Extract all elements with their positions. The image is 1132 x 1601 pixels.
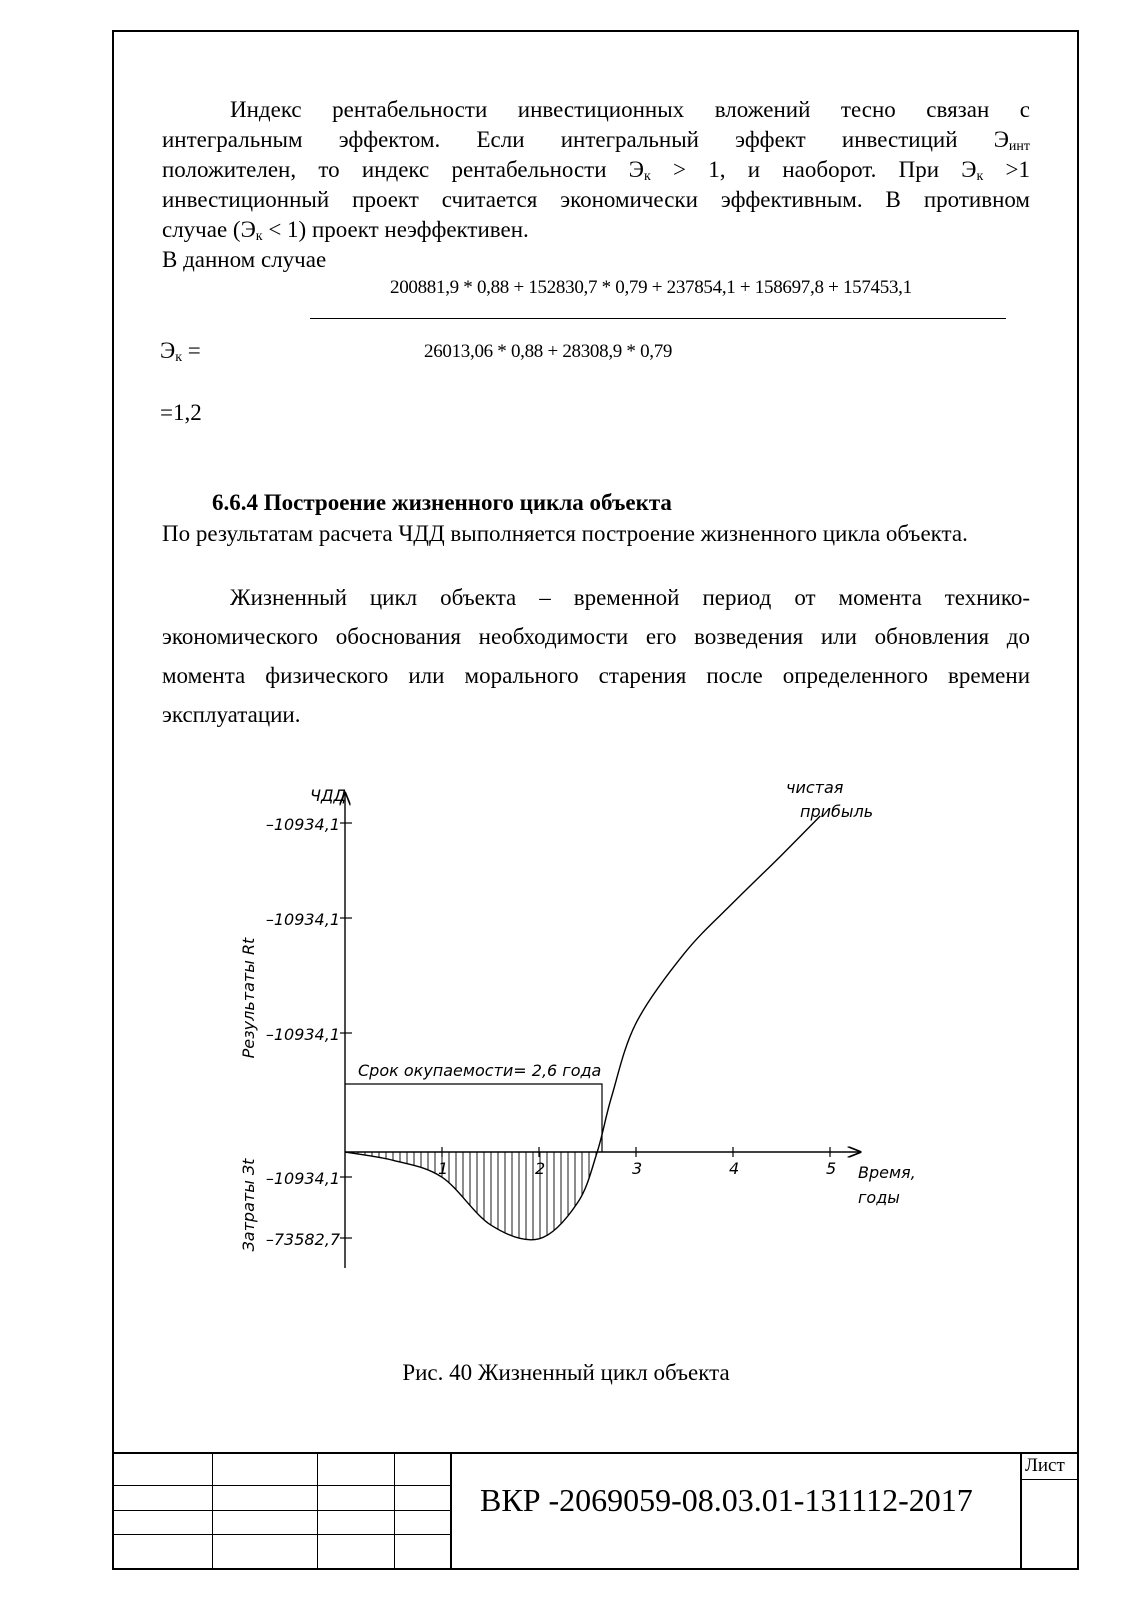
sheet-label: Лист	[1025, 1455, 1065, 1476]
y-tick-label-1: –10934,1	[265, 815, 340, 834]
section-p2: Жизненный цикл объекта – временной период от момента технико-экономического обоснования необходимости его возведения или обновления до момента физического или морального старения после определенного времени эксплуатации.	[162, 585, 1030, 727]
p1-line4: инвестиционный проект считается экономически эффективным. В противном	[162, 187, 1030, 212]
p1-line5a: случае (Э	[162, 217, 256, 242]
document-code: ВКР -2069059-08.03.01-131112-2017	[480, 1482, 973, 1518]
formula-denominator: 26013,06 * 0,88 + 28308,9 * 0,79	[424, 341, 673, 362]
p1-line5b: < 1) проект неэффективен.	[262, 217, 529, 242]
p1-line5-sub: к	[255, 229, 263, 244]
section-heading: 6.6.4 Построение жизненного цикла объекта	[212, 490, 672, 515]
stamp-row-line-3	[112, 1534, 450, 1535]
y-tick-label-2: –10934,1	[265, 910, 340, 929]
stamp-row-line-2	[112, 1510, 450, 1511]
p1-line3c: >1	[983, 157, 1030, 182]
p1-line6: В данном случае	[162, 247, 327, 272]
y-top-label: ЧДД	[310, 786, 346, 805]
x-tick-label-2: 2	[535, 1159, 546, 1178]
formula-lhs-e: Э	[160, 338, 176, 363]
stamp-col-line-1	[212, 1452, 213, 1568]
y-ticks	[340, 823, 352, 1238]
hatch-lines	[351, 1152, 596, 1252]
x-label-2: годы	[858, 1188, 900, 1207]
stamp-col-line-5	[1020, 1452, 1022, 1568]
p1-line2-sub: инт	[1008, 139, 1030, 154]
x-label-1: Время,	[858, 1163, 916, 1182]
x-tick-label-1: 1	[438, 1159, 449, 1178]
payback-bracket	[345, 1084, 602, 1152]
p1-line3-sub2: к	[976, 169, 984, 184]
stamp-col-line-3	[394, 1452, 395, 1568]
curve-label-2: прибыль	[800, 802, 874, 821]
y-tick-label-5: –73582,7	[265, 1230, 340, 1249]
y-label-upper: Результаты Rt	[239, 937, 258, 1059]
p1-line2: интегральным эффектом. Если интегральный эффект инвестиций Э	[162, 127, 1009, 152]
paragraph-profitability	[162, 95, 1030, 275]
p1-line3a: положителен, то индекс рентабельности Э	[162, 157, 644, 182]
y-tick-label-4: –10934,1	[265, 1169, 340, 1188]
stamp-col-line-4	[450, 1452, 452, 1568]
stamp-top-line	[112, 1452, 1077, 1454]
lifecycle-chart	[0, 770, 1132, 1330]
p1-line1: Индекс рентабельности инвестиционных вложений тесно связан с	[230, 97, 1030, 122]
npv-curve	[345, 816, 820, 1240]
stamp-row-line-1	[112, 1485, 450, 1486]
y-tick-label-3: –10934,1	[265, 1025, 340, 1044]
x-tick-label-3: 3	[632, 1159, 643, 1178]
figure-caption: Рис. 40 Жизненный цикл объекта	[402, 1360, 730, 1385]
formula-lhs-eq: =	[182, 338, 201, 363]
p1-line3b: > 1, и наоборот. При Э	[650, 157, 977, 182]
stamp-col-line-2	[317, 1452, 318, 1568]
section-p1: По результатам расчета ЧДД выполняется построение жизненного цикла объекта.	[162, 521, 968, 546]
y-label-lower: Затраты Зt	[239, 1158, 258, 1252]
p1-line3-sub1: к	[643, 169, 651, 184]
stamp-sheet-line	[1020, 1479, 1077, 1480]
formula-numerator: 200881,9 * 0,88 + 152830,7 * 0,79 + 237854,1 + 158697,8 + 157453,1	[390, 277, 912, 298]
fraction-bar	[310, 318, 1006, 319]
curve-label-1: чистая	[786, 778, 844, 797]
payback-label: Срок окупаемости= 2,6 года	[358, 1061, 602, 1080]
formula-lhs	[160, 338, 201, 364]
formula-lhs-sub: к	[175, 350, 182, 365]
x-tick-label-5: 5	[826, 1159, 837, 1178]
formula-result: =1,2	[160, 400, 202, 425]
title-block	[112, 1452, 1079, 1570]
x-tick-label-4: 4	[729, 1159, 740, 1178]
